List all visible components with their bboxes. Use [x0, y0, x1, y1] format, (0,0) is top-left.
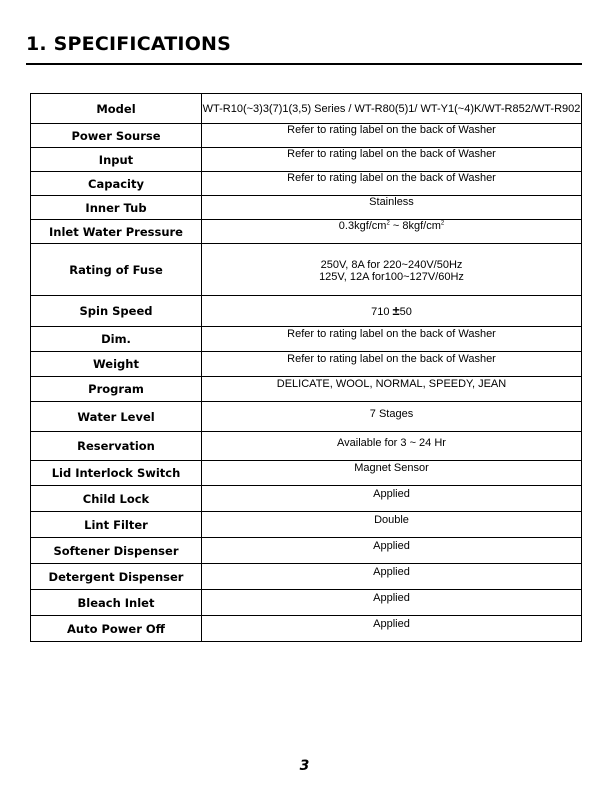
- spec-value: Refer to rating label on the back of Washer: [202, 124, 582, 148]
- spec-row-program: [31, 377, 582, 402]
- spec-value: Stainless: [202, 196, 582, 220]
- spec-value: Magnet Sensor: [202, 461, 582, 486]
- spec-value: DELICATE, WOOL, NORMAL, SPEEDY, JEAN: [202, 377, 582, 402]
- spec-row-inner-tub: [31, 196, 582, 220]
- spec-row-bleach-inlet: [31, 590, 582, 616]
- spec-label: Dim.: [31, 327, 202, 352]
- spec-value: 710 ±50: [202, 296, 582, 327]
- spec-row-lint-filter: [31, 512, 582, 538]
- spec-row-rating-of-fuse: [31, 244, 582, 296]
- spec-row-power-source: [31, 124, 582, 148]
- spec-value: $0.3kgf/cm^2$ ~ $8kgf/cm^2$: [202, 220, 582, 244]
- spec-label: Spin Speed: [31, 296, 202, 327]
- spec-row-reservation: [31, 432, 582, 461]
- spec-label: Detergent Dispenser: [31, 564, 202, 590]
- spec-row-inlet-water-pressure: [31, 220, 582, 244]
- spec-row-lid-interlock-switch: [31, 461, 582, 486]
- spec-row-capacity: [31, 172, 582, 196]
- spec-label: Reservation: [31, 432, 202, 461]
- spec-label: Inner Tub: [31, 196, 202, 220]
- spec-label: Program: [31, 377, 202, 402]
- page-title: 1. SPECIFICATIONS: [26, 33, 232, 55]
- spec-value: Applied: [202, 616, 582, 642]
- spec-row-weight: [31, 352, 582, 377]
- spec-label: Auto Power Off: [31, 616, 202, 642]
- spec-label: Weight: [31, 352, 202, 377]
- spec-row-spin-speed: [31, 296, 582, 327]
- spec-label: Softener Dispenser: [31, 538, 202, 564]
- spec-label: Input: [31, 148, 202, 172]
- spec-label: Model: [31, 94, 202, 124]
- spec-value: Refer to rating label on the back of Washer: [202, 327, 582, 352]
- spec-label: Lid Interlock Switch: [31, 461, 202, 486]
- title-underline: [26, 63, 582, 65]
- spec-value: Applied: [202, 590, 582, 616]
- spec-value: 250V, 8A for 220~240V/50Hz 125V, 12A for100~127V/60Hz: [202, 244, 582, 296]
- spec-value: 7 Stages: [202, 402, 582, 432]
- spec-label: Bleach Inlet: [31, 590, 202, 616]
- spec-label: Capacity: [31, 172, 202, 196]
- spec-label: Child Lock: [31, 486, 202, 512]
- spec-label: Water Level: [31, 402, 202, 432]
- spec-row-water-level: [31, 402, 582, 432]
- spec-row-detergent-dispenser: [31, 564, 582, 590]
- spec-value: Refer to rating label on the back of Washer: [202, 148, 582, 172]
- spec-value: Refer to rating label on the back of Washer: [202, 172, 582, 196]
- spec-value: Applied: [202, 564, 582, 590]
- spec-row-auto-power-off: [31, 616, 582, 642]
- spec-value: Applied: [202, 538, 582, 564]
- spec-value: Applied: [202, 486, 582, 512]
- spec-value: Available for 3 ~ 24 Hr: [202, 432, 582, 461]
- spec-label: Rating of Fuse: [31, 244, 202, 296]
- spec-row-input: [31, 148, 582, 172]
- spec-row-softener-dispenser: [31, 538, 582, 564]
- spec-row-model: [31, 94, 582, 124]
- spec-value: Refer to rating label on the back of Washer: [202, 352, 582, 377]
- specifications-table: [30, 93, 582, 642]
- page-number: 3: [299, 758, 310, 774]
- spec-row-child-lock: [31, 486, 582, 512]
- spec-label: Power Sourse: [31, 124, 202, 148]
- spec-row-dim: [31, 327, 582, 352]
- spec-value: WT-R10(~3)3(7)1(3,5) Series / WT-R80(5)1/ WT-Y1(~4)K/WT-R852/WT-R902: [202, 94, 582, 124]
- spec-label: Lint Filter: [31, 512, 202, 538]
- spec-value: Double: [202, 512, 582, 538]
- spec-label: Inlet Water Pressure: [31, 220, 202, 244]
